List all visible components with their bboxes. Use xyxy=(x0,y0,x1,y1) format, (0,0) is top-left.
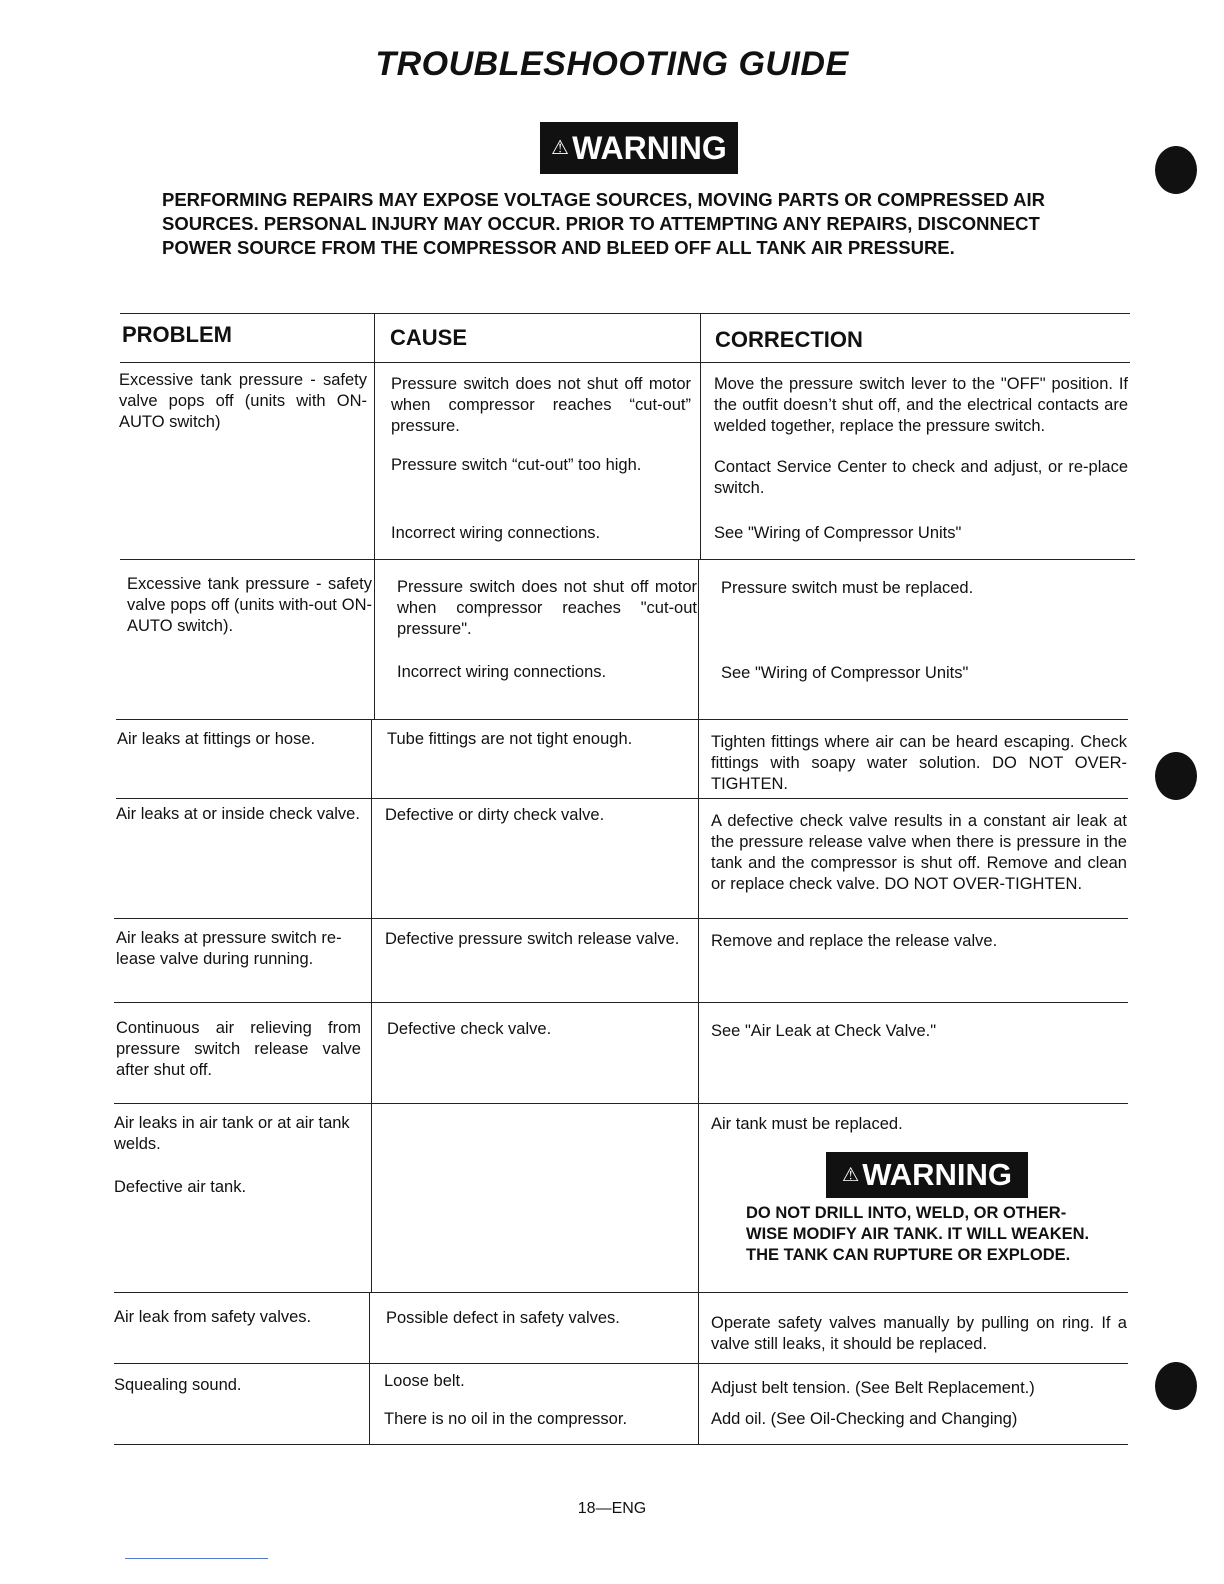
warning-label: WARNING xyxy=(862,1157,1013,1192)
header-correction: CORRECTION xyxy=(715,327,863,352)
cause-cell: Loose belt. xyxy=(384,1372,465,1390)
row-divider xyxy=(120,559,1135,560)
cause-cell: There is no oil in the compressor. xyxy=(384,1410,628,1428)
table-bottom-rule xyxy=(114,1444,1128,1445)
header-rule xyxy=(120,362,1130,363)
cause-cell: Defective check valve. xyxy=(387,1020,552,1038)
problem-cell: Excessive tank pressure - safety valve pops off (units with ON-AUTO switch) xyxy=(119,371,367,431)
column-divider xyxy=(698,559,699,1444)
correction-cell: Contact Service Center to check and adjust, or re-place switch. xyxy=(714,458,1128,497)
problem-cell: Air leaks in air tank or at air tank welds. xyxy=(114,1114,350,1153)
correction-cell: Tighten fittings where air can be heard escaping. Check fittings with soapy water solution. DO NOT OVER-TIGHTEN. xyxy=(711,733,1127,793)
problem-cell: Squealing sound. xyxy=(114,1376,242,1394)
row-divider xyxy=(114,918,1128,919)
cause-cell: Incorrect wiring connections. xyxy=(397,663,607,681)
table-top-rule xyxy=(120,313,1130,314)
cause-cell: Defective pressure switch release valve. xyxy=(385,930,680,948)
column-divider xyxy=(700,313,701,559)
problem-extra-cell: Defective air tank. xyxy=(114,1178,247,1196)
correction-cell: A defective check valve results in a constant air leak at the pressure release valve when there is pressure in the tank and the compressor is shut off. Remove and clean or replace check valve. DO NOT OVER-TIGHTEN. xyxy=(711,812,1127,893)
cause-cell: Pressure switch does not shut off motor when compressor reaches "cut-out pressure". xyxy=(397,578,697,638)
correction-cell: Pressure switch must be replaced. xyxy=(721,579,974,597)
warning-triangle-icon: ⚠ xyxy=(841,1165,860,1186)
column-divider xyxy=(374,313,375,719)
correction-cell: Air tank must be replaced. xyxy=(711,1115,903,1133)
correction-cell: See "Air Leak at Check Valve." xyxy=(711,1022,937,1040)
row-divider xyxy=(114,1292,1128,1293)
correction-cell: Add oil. (See Oil-Checking and Changing) xyxy=(711,1410,1018,1428)
cause-cell: Possible defect in safety valves. xyxy=(386,1309,620,1327)
binder-hole-mark xyxy=(1155,752,1197,800)
problem-cell: Air leaks at pressure switch re-lease valve during running. xyxy=(116,929,342,968)
row-divider xyxy=(116,798,1128,799)
footer-rule xyxy=(125,1558,268,1559)
warning-badge xyxy=(540,122,738,174)
cause-cell: Defective or dirty check valve. xyxy=(385,806,605,824)
cause-cell: Tube fittings are not tight enough. xyxy=(387,730,633,748)
problem-cell: Excessive tank pressure - safety valve pops off (units with-out ON-AUTO switch). xyxy=(127,575,372,635)
problem-cell: Air leaks at fittings or hose. xyxy=(117,730,316,748)
row-divider xyxy=(114,1363,1128,1364)
row-divider xyxy=(114,1103,1128,1104)
correction-cell: Remove and replace the release valve. xyxy=(711,932,998,950)
air-tank-warning-badge xyxy=(826,1152,1028,1198)
header-cause: CAUSE xyxy=(390,325,468,350)
correction-cell: Operate safety valves manually by pulling on ring. If a valve still leaks, it should be replaced. xyxy=(711,1314,1127,1353)
correction-cell: See "Wiring of Compressor Units" xyxy=(721,664,969,682)
cause-cell: Pressure switch does not shut off motor when compressor reaches “cut-out” pressure. xyxy=(391,375,691,435)
warning-label: WARNING xyxy=(572,129,727,166)
correction-cell: Move the pressure switch lever to the "OFF" position. If the outfit doesn’t shut off, and the electrical contacts are welded together, replace the pressure switch. xyxy=(714,375,1128,435)
page-title: TROUBLESHOOTING GUIDE xyxy=(375,45,849,83)
warning-triangle-icon: ⚠ xyxy=(551,137,570,159)
cause-cell: Incorrect wiring connections. xyxy=(391,524,601,542)
correction-cell: Adjust belt tension. (See Belt Replacement.) xyxy=(711,1379,1035,1397)
column-divider xyxy=(369,1292,370,1444)
row-divider xyxy=(114,1002,1128,1003)
problem-cell: Continuous air relieving from pressure switch release valve after shut off. xyxy=(116,1019,361,1079)
problem-cell: Air leaks at or inside check valve. xyxy=(116,805,360,823)
correction-cell: See "Wiring of Compressor Units" xyxy=(714,524,962,542)
problem-cell: Air leak from safety valves. xyxy=(114,1308,312,1326)
cause-cell: Pressure switch “cut-out” too high. xyxy=(391,456,642,474)
column-divider xyxy=(371,719,372,1293)
warning-text: PERFORMING REPAIRS MAY EXPOSE VOLTAGE SOURCES, MOVING PARTS OR COMPRESSED AIR SOURCES. PERSONAL INJURY MAY OCCUR. PRIOR TO ATTEMPTING ANY REPAIRS, DISCONNECT POWER SOURCE FROM THE COMPRESSOR AND BLEED OFF ALL TANK AIR PRESSURE. xyxy=(162,189,1045,258)
binder-hole-mark xyxy=(1155,146,1197,194)
header-problem: PROBLEM xyxy=(122,322,232,347)
page-number: 18—ENG xyxy=(577,1500,647,1517)
row-divider xyxy=(116,719,1128,720)
binder-hole-mark xyxy=(1155,1362,1197,1410)
air-tank-warning-text: DO NOT DRILL INTO, WELD, OR OTHER-WISE MODIFY AIR TANK. IT WILL WEAKEN. THE TANK CAN RUPTURE OR EXPLODE. xyxy=(746,1204,1090,1264)
